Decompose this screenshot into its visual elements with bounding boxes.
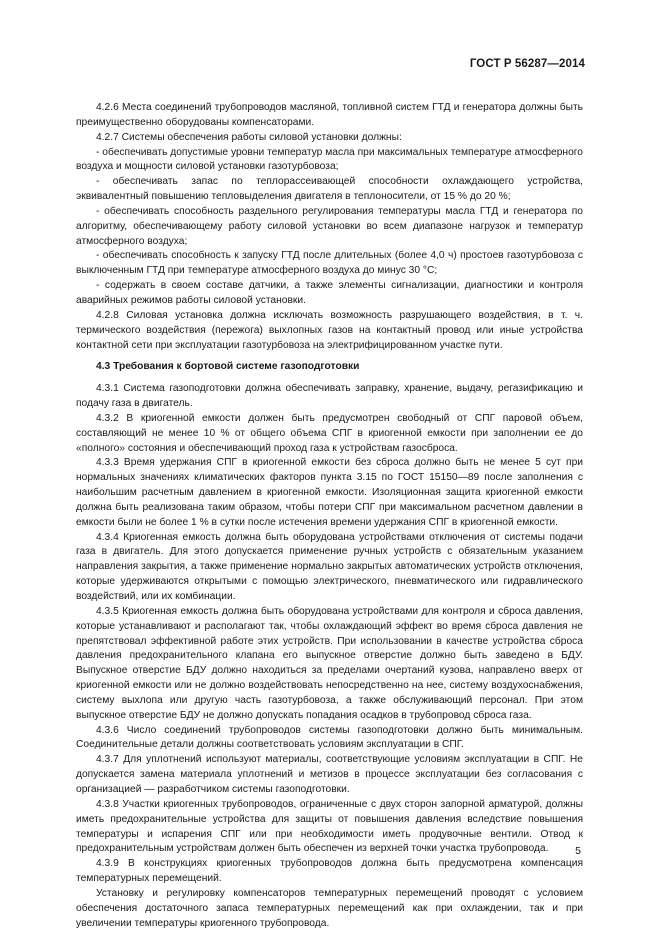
paragraph-4-3-8: 4.3.8 Участки криогенных трубопроводов, ограниченные с двух сторон запорной арматурой, должны иметь предохранительные устройства для защиты от повышения давления вследствие повышения температуры и испарения СПГ или при необходимости иметь продувочные вентили. Отвод к предохранительным устройствам должен быть обеспечен из верхней точки участка трубопровода.: [76, 798, 583, 855]
paragraph-4-3-1: 4.3.1 Система газоподготовки должна обеспечивать заправку, хранение, выдачу, регазификацию и подачу газа в двигатель.: [76, 383, 583, 410]
paragraph-4-2-6: 4.2.6 Места соединений трубопроводов масляной, топливной систем ГТД и генератора должны быть преимущественно оборудованы компенсаторами.: [76, 102, 583, 128]
paragraph-4-3-9: 4.3.9 В конструкциях криогенных трубопроводов должна быть предусмотрена компенсация температурных перемещений.: [76, 858, 583, 885]
paragraph-4-2-8: 4.2.8 Силовая установка должна исключать возможность разрушающего воздействия, в т. ч. термического воздействия (пережога) выхлопных газов на контактный провод или иные устройства контактной сети при эксплуатации газотурбовоза на электрифицированном участке пути.: [76, 309, 583, 351]
standard-designation: ГОСТ Р 56287—2014: [469, 58, 585, 70]
list-item: - обеспечивать способность к запуску ГТД после длительных (более 4,0 ч) простоев газотурбовоза с выключенным ГТД при температуре атмосферного воздуха до минус 30 °С;: [76, 250, 583, 277]
section-heading-4-3: 4.3 Требования к бортовой системе газоподготовки: [95, 361, 360, 373]
page-number: 5: [575, 845, 581, 857]
paragraph-4-3-7: 4.3.7 Для уплотнений используют материалы, соответствующие условиям эксплуатации в СПГ. Не допускается замена материала уплотнений и метизов в процессе эксплуатации без согласования с организацией — разработчиком системы газоподготовки.: [76, 754, 583, 795]
document-body: [76, 101, 583, 931]
paragraph-compensators: Установку и регулировку компенсаторов температурных перемещений проводят с условием обеспечения достаточного запаса температурных перемещений как при охлаждении, так и при увеличении температуры криогенного трубопровода.: [76, 887, 583, 929]
list-item: - обеспечивать допустимые уровни температур масла при максимальных температуре атмосферного воздуха и мощности силовой установки газотурбовоза;: [76, 146, 583, 173]
paragraph-4-3-3: 4.3.3 Время удержания СПГ в криогенной емкости без сброса должно быть не менее 5 сут при нормальных значениях климатических факторов пункта 3.15 по ГОСТ 15150—89 после заполнения с наибольшим расчетным давлением в криогенной емкости. Изоляционная защита криогенной емкости должна быть реализована таким образом, чтобы потери СПГ при максимальном расчетном давлении в емкости были не более 1 % в сутки после истечения времени удержания СПГ в криогенной емкости.: [76, 457, 583, 528]
list-item: - содержать в своем составе датчики, а также элементы сигнализации, диагностики и контроля аварийных режимов работы силовой установки.: [76, 280, 583, 306]
paragraph-4-3-4: 4.3.4 Криогенная емкость должна быть оборудована устройствами отключения от системы подачи газа в двигатель. Для этого допускается применение ручных устройств с обязательным указанием направления закрытия, а также применение нормально закрытых автоматических устройств отключения, которые удерживаются открытыми с помощью электрического, пневматического или гидравлического воздействий, или их комбинации.: [76, 531, 583, 602]
paragraph-4-3-5: 4.3.5 Криогенная емкость должна быть оборудована устройствами для контроля и сброса давления, которые устанавливают и располагают так, чтобы охлаждающий эффект во время сброса давления не препятствовал эффективной работе этих устройств. При использовании в качестве устройства сброса давления предохранительного клапана его выпускное отверстие должно быть заведено в БДУ. Выпускное отверстие БДУ должно находиться за пределами очертаний кузова, направлено вверх от криогенной емкости или не должно воздействовать непосредственно на нее, систему воздухоснабжения, систему выхлопа или другую часть газотурбовоза, а также обслуживающий персонал. При этом выпускное отверстие БДУ не должно допускать попадания осадков в трубопровод сброса газа.: [76, 605, 583, 721]
paragraph-4-3-2: 4.3.2 В криогенной емкости должен быть предусмотрен свободный от СПГ паровой объем, составляющий не менее 10 % от общего объема СПГ в криогенной емкости при заполнении ее до «полного» состояния и обеспечивающий проход газа к устройствам газосброса.: [76, 412, 583, 454]
paragraph-4-2-7: 4.2.7 Системы обеспечения работы силовой установки должны:: [95, 131, 402, 143]
list-item: - обеспечивать способность раздельного регулирования температуры масла ГТД и генератора по алгоритму, обеспечивающему работу силовой установки во всем диапазоне нагрузок и температур атмосферного воздуха;: [76, 205, 583, 247]
paragraph-4-3-6: 4.3.6 Число соединений трубопроводов системы газоподготовки должно быть минимальным. Соединительные детали должны соответствовать условиям эксплуатации в СПГ.: [76, 724, 583, 751]
list-item: - обеспечивать запас по теплорассеивающей способности охлаждающего устройства, эквивалентный повышению тепловыделения двигателя в теплоносители, от 15 % до 20 %;: [76, 176, 583, 203]
